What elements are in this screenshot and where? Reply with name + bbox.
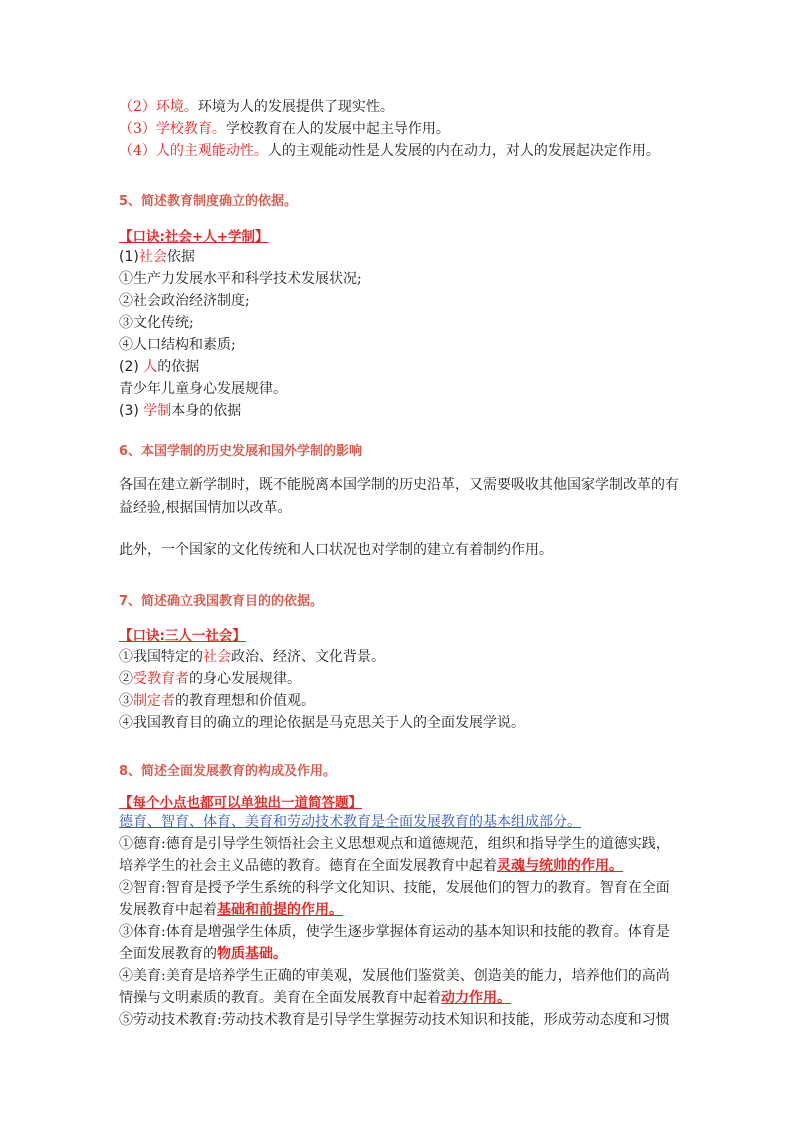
s8-summary-line: 德育、智育、体育、美育和劳动技术教育是全面发展教育的基本组成部分。: [119, 814, 581, 830]
item-text: 学校教育在人的发展中起主导作用。: [225, 121, 450, 137]
s8-moral-line-2: 培养学生的社会主义品德的教育。德育在全面发展教育中起着灵魂与统帅的作用。: [119, 858, 623, 874]
s5-point-3: (3) 学制本身的依据: [119, 403, 242, 419]
item-text: 人的主观能动性是人发展的内在动力，对人的发展起决定作用。: [267, 143, 660, 159]
item-number: （4）: [119, 143, 156, 159]
s6-paragraph-1-line-1: 各国在建立新学制时，既不能脱离本国学制的历史沿革，又需要吸收其他国家学制改革的有: [119, 477, 679, 493]
s8-labor-line-1: ⑤劳动技术教育:劳动技术教育是引导学生掌握劳动技术知识和技能，形成劳动态度和习惯: [119, 1012, 670, 1028]
s5-item-1: ①生产力发展水平和科学技术发展状况;: [119, 271, 362, 287]
s7-item-4: ④我国教育目的确立的理论依据是马克思关于人的全面发展学说。: [119, 715, 525, 731]
s7-item-1: ①我国特定的社会政治、经济、文化背景。: [119, 649, 385, 665]
section-5-title: 5、简述教育制度确立的依据。: [119, 194, 298, 209]
section-7-title: 7、简述确立我国教育目的的依据。: [119, 594, 324, 609]
s8-intellectual-line-1: ②智育:智育是授予学生系统的科学文化知识、技能，发展他们的智力的教育。智育在全面: [119, 880, 670, 896]
s5-point-2-text: 青少年儿童身心发展规律。: [119, 381, 287, 397]
section-5-mnemonic: 【口诀:社会+人+学制】: [119, 229, 269, 245]
s5-item-4: ④人口结构和素质;: [119, 337, 236, 353]
s5-point-2: (2) 人的依据: [119, 359, 200, 375]
s5-item-2: ②社会政治经济制度;: [119, 293, 250, 309]
s7-item-3: ③制定者的教育理想和价值观。: [119, 693, 315, 709]
s8-physical-line-1: ③体育:体育是增强学生体质，使学生逐步掌握体育运动的基本知识和技能的教育。体育是: [119, 924, 670, 940]
item-keyword: 人的主观能动性。: [155, 143, 268, 159]
item-number: （2）: [119, 99, 156, 115]
s8-moral-line-1: ①德育:德育是引导学生领悟社会主义思想观点和道德规范，组织和指导学生的道德实践，: [119, 836, 670, 852]
s8-aesthetic-line-2: 情操与文明素质的教育。美育在全面发展教育中起着动力作用。: [119, 990, 511, 1006]
s8-physical-line-2: 全面发展教育的物质基础。: [119, 946, 287, 962]
item-keyword: 环境。: [155, 99, 198, 115]
section-6-title: 6、本国学制的历史发展和国外学制的影响: [119, 444, 363, 459]
item-text: 环境为人的发展提供了现实性。: [197, 99, 394, 115]
item-keyword: 学校教育。: [155, 121, 226, 137]
factor-school-education: [119, 118, 450, 140]
factor-environment: [119, 96, 394, 118]
item-number: （3）: [119, 121, 156, 137]
section-8-title: 8、简述全面发展教育的构成及作用。: [119, 764, 337, 779]
s6-paragraph-2: 此外，一个国家的文化传统和人口状况也对学制的建立有着制约作用。: [119, 542, 553, 558]
s7-item-2: ②受教育者的身心发展规律。: [119, 671, 301, 687]
factor-initiative: [119, 140, 660, 162]
s5-point-1: (1)社会依据: [119, 249, 195, 265]
s8-aesthetic-line-1: ④美育:美育是培养学生正确的审美观，发展他们鉴赏美、创造美的能力，培养他们的高尚: [119, 968, 670, 984]
section-8-mnemonic: 【每个小点也都可以单独出一道简答题】: [119, 795, 362, 811]
s8-intellectual-line-2: 发展教育中起着基础和前提的作用。: [119, 902, 343, 918]
section-7-mnemonic: 【口诀:三人一社会】: [119, 628, 246, 644]
s5-item-3: ③文化传统;: [119, 315, 194, 331]
s6-paragraph-1-line-2: 益经验,根据国情加以改革。: [119, 500, 292, 516]
